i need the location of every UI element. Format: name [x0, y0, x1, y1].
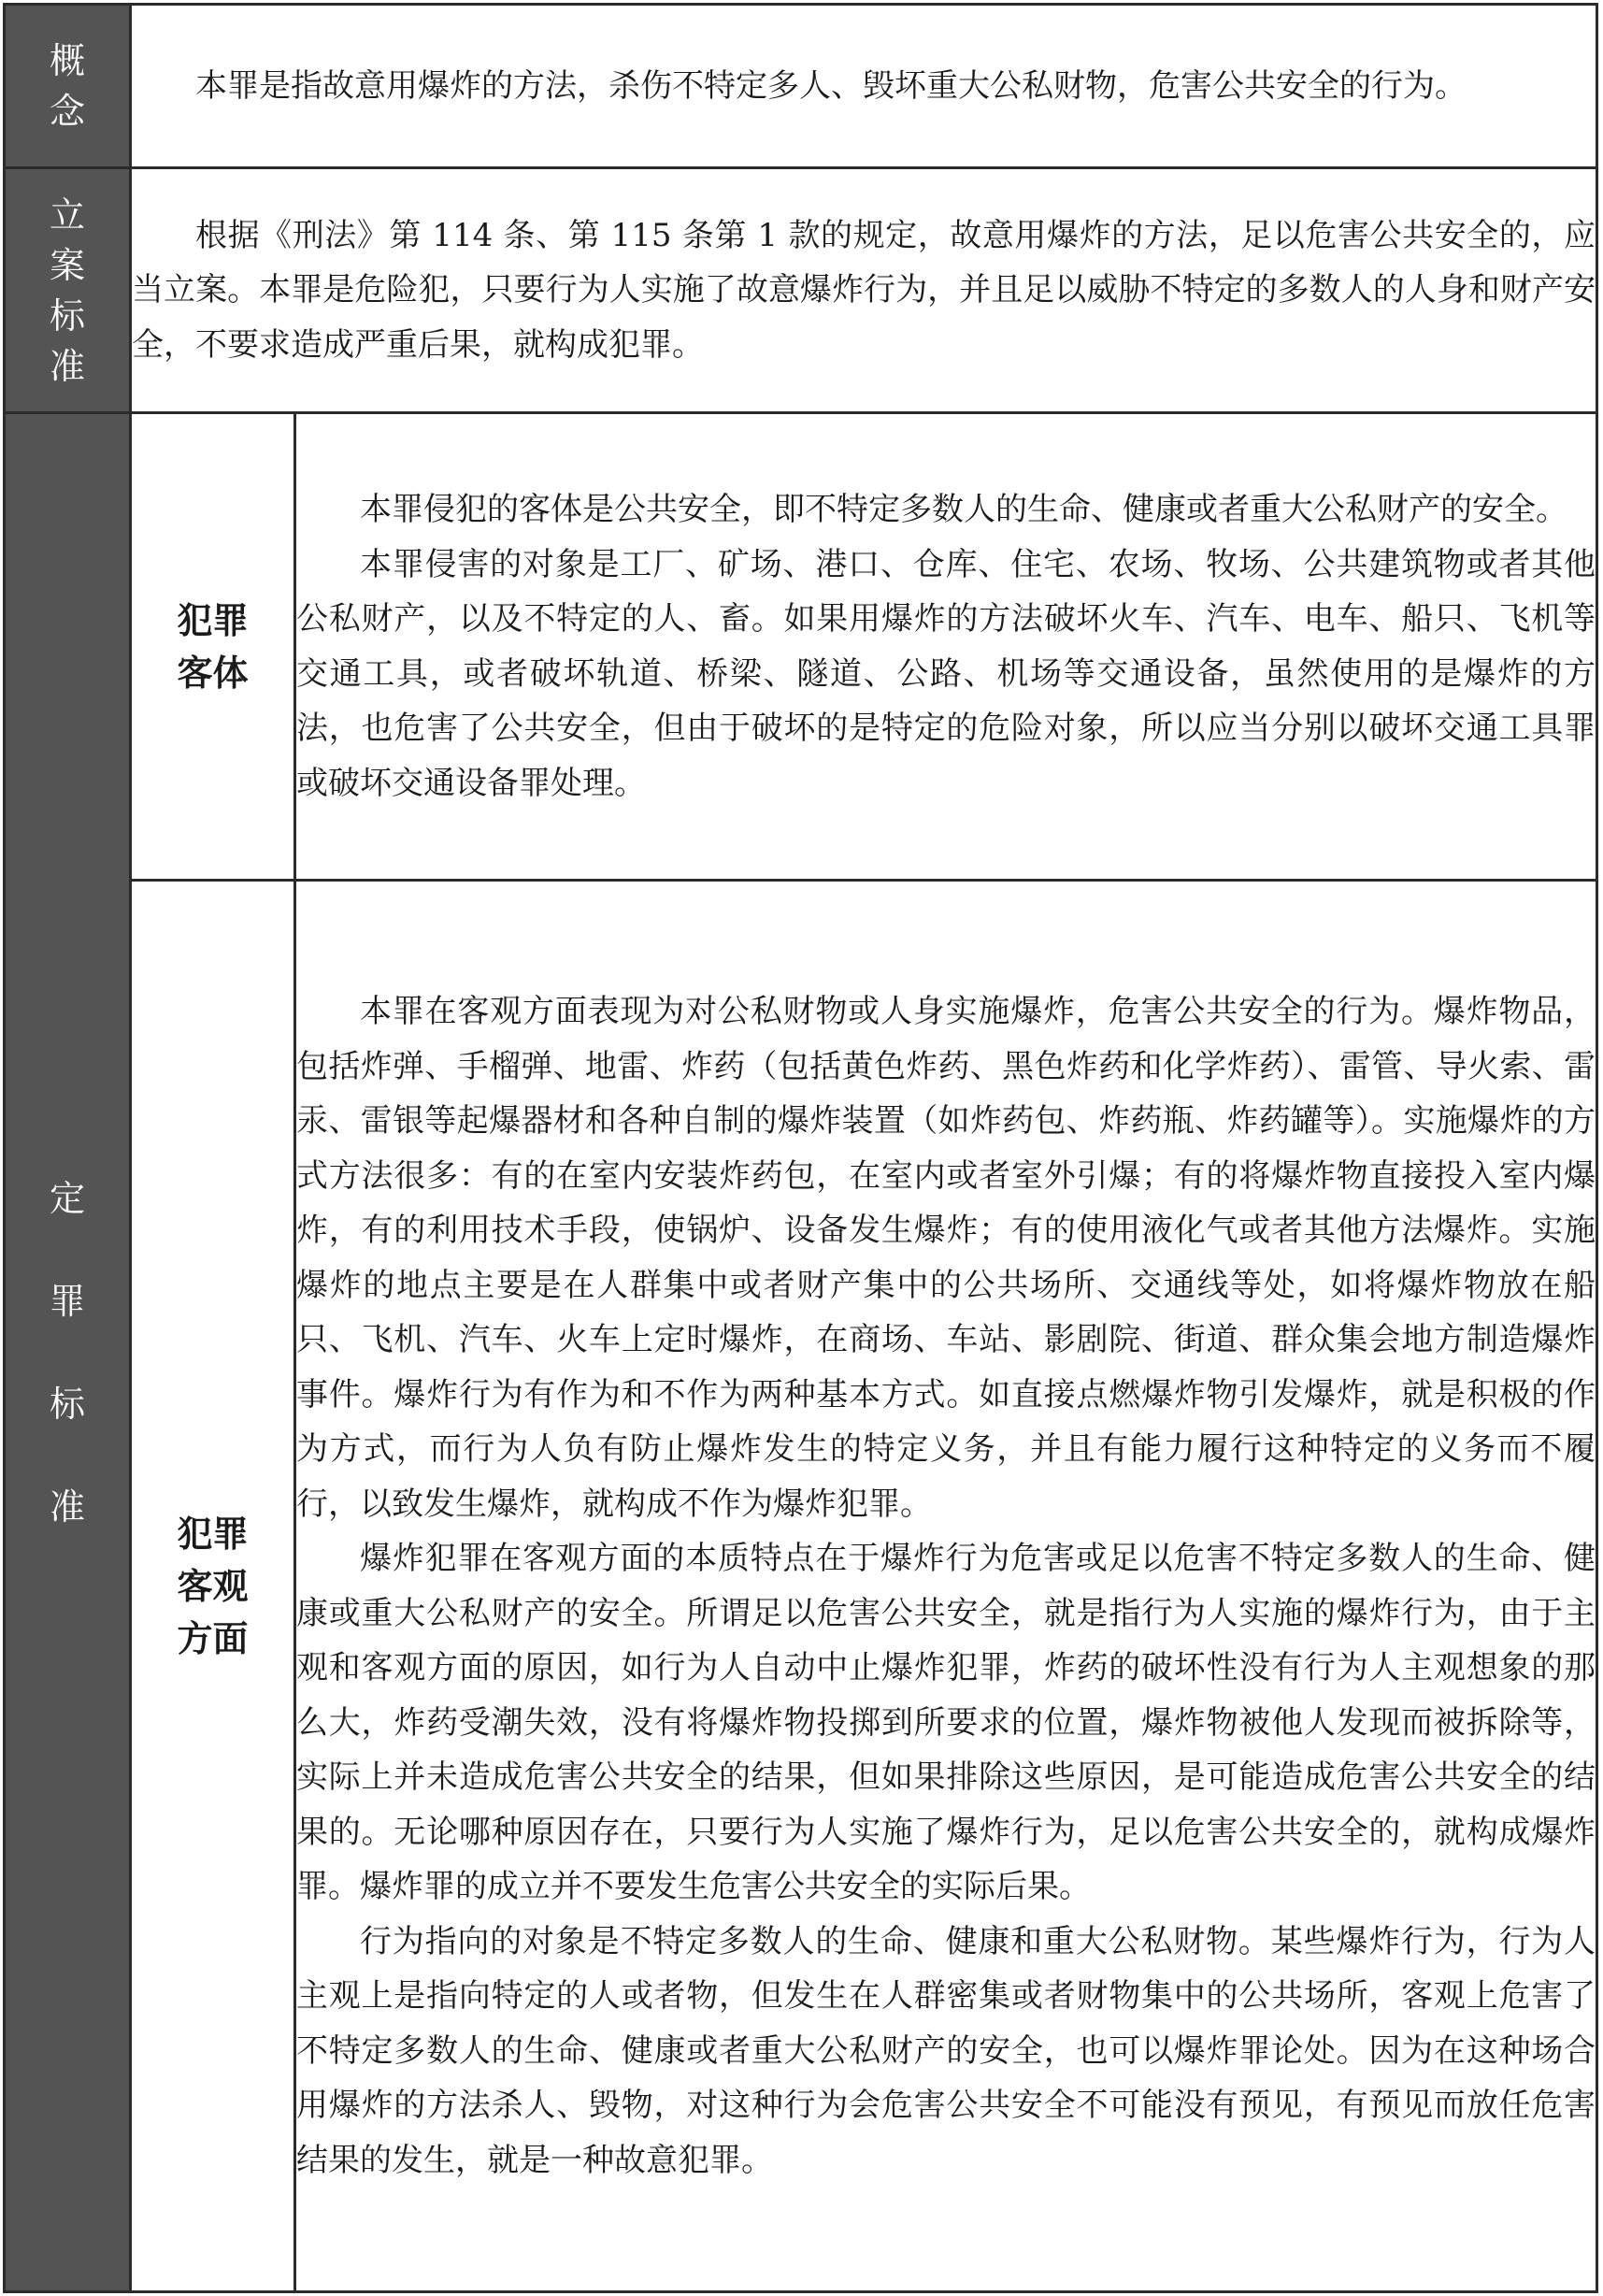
concept-text: 本罪是指故意用爆炸的方法，杀伤不特定多人、毁坏重大公私财物，危害公共安全的行为。	[195, 66, 1467, 105]
objective-aspect-label: 犯罪 客观 方面	[131, 881, 295, 2292]
paragraph: 行为指向的对象是不特定多数人的生命、健康和重大公私财物。某些爆炸行为，行为人主观上是指向特定的人或者物，但发生在人群密集或者财物集中的公共场所，客观上危害了不特定多数人的生命、健康或者重大公私财产的安全，也可以爆炸罪论处。因为在这种场合用爆炸的方法杀人、毁物，对这种行为会危害公共安全不可能没有预见，有预见而放任危害结果的发生，就是一种故意犯罪。	[296, 1922, 1596, 2179]
paragraph: 本罪在客观方面表现为对公私财物或人身实施爆炸，危害公共安全的行为。爆炸物品，包括炸弹、手榴弹、地雷、炸药（包括黄色炸药、黑色炸药和化学炸药）、雷管、导火索、雷汞、雷银等起爆器材和各种自制的爆炸装置（如炸药包、炸药瓶、炸药罐等）。实施爆炸的方式方法很多：有的在室内安装炸药包，在室内或者室外引爆；有的将爆炸物直接投入室内爆炸，有的利用技术手段，使锅炉、设备发生爆炸；有的使用液化气或者其他方法爆炸。实施爆炸的地点主要是在人群集中或者财产集中的公共场所、交通线等处，如将爆炸物放在船只、飞机、汽车、火车上定时爆炸，在商场、车站、影剧院、街道、群众集会地方制造爆炸事件。爆炸行为有作为和不作为两种基本方式。如直接点燃爆炸物引发爆炸，就是积极的作为方式，而行为人负有防止爆炸发生的特定义务，并且有能力履行这种特定的义务而不履行，以致发生爆炸，就构成不作为爆炸犯罪。	[296, 993, 1596, 1523]
paragraph: 本罪侵犯的客体是公共安全，即不特定多数人的生命、健康或者重大公私财产的安全。	[360, 491, 1567, 528]
objective-aspect-content	[295, 881, 1597, 2292]
concept-row	[5, 5, 1597, 168]
filing-standard-content	[131, 168, 1597, 413]
filing-standard-text: 根据《刑法》第 114 条、第 115 条第 1 款的规定，故意用爆炸的方法，足以危害公共安全的，应当立案。本罪是危险犯，只要行为人实施了故意爆炸行为，并且足以威胁不特定的多数人的人身和财产安全，不要求造成严重后果，就构成犯罪。	[132, 216, 1596, 364]
crime-standard-table	[3, 3, 1598, 2293]
crime-object-label: 犯罪 客体	[131, 413, 295, 881]
crime-object-row	[5, 413, 1597, 881]
paragraph: 本罪侵害的对象是工厂、矿场、港口、仓库、住宅、农场、牧场、公共建筑物或者其他公私财产，以及不特定的人、畜。如果用爆炸的方法破坏火车、汽车、电车、船只、飞机等交通工具，或者破坏轨道、桥梁、隧道、公路、机场等交通设备，虽然使用的是爆炸的方法，也危害了公共安全，但由于破坏的是特定的危险对象，所以应当分别以破坏交通工具罪或破坏交通设备罪处理。	[296, 545, 1596, 802]
objective-aspect-row	[5, 881, 1597, 2292]
concept-label: 概 念	[5, 5, 131, 168]
paragraph: 爆炸犯罪在客观方面的本质特点在于爆炸行为危害或足以危害不特定多数人的生命、健康或重大公私财产的安全。所谓足以危害公共安全，就是指行为人实施的爆炸行为，由于主观和客观方面的原因，如行为人自动中止爆炸犯罪，炸药的破坏性没有行为人主观想象的那么大，炸药受潮失效，没有将爆炸物投掷到所要求的位置，爆炸物被他人发现而被拆除等，实际上并未造成危害公共安全的结果，但如果排除这些原因，是可能造成危害公共安全的结果的。无论哪种原因存在，只要行为人实施了爆炸行为，足以危害公共安全的，就构成爆炸罪。爆炸罪的成立并不要发生危害公共安全的实际后果。	[296, 1540, 1596, 1905]
filing-standard-row	[5, 168, 1597, 413]
concept-content	[131, 5, 1597, 168]
crime-object-content	[295, 413, 1597, 881]
filing-standard-label: 立 案 标 准	[5, 168, 131, 413]
conviction-standard-label: 定 罪 标 准	[5, 413, 131, 2292]
